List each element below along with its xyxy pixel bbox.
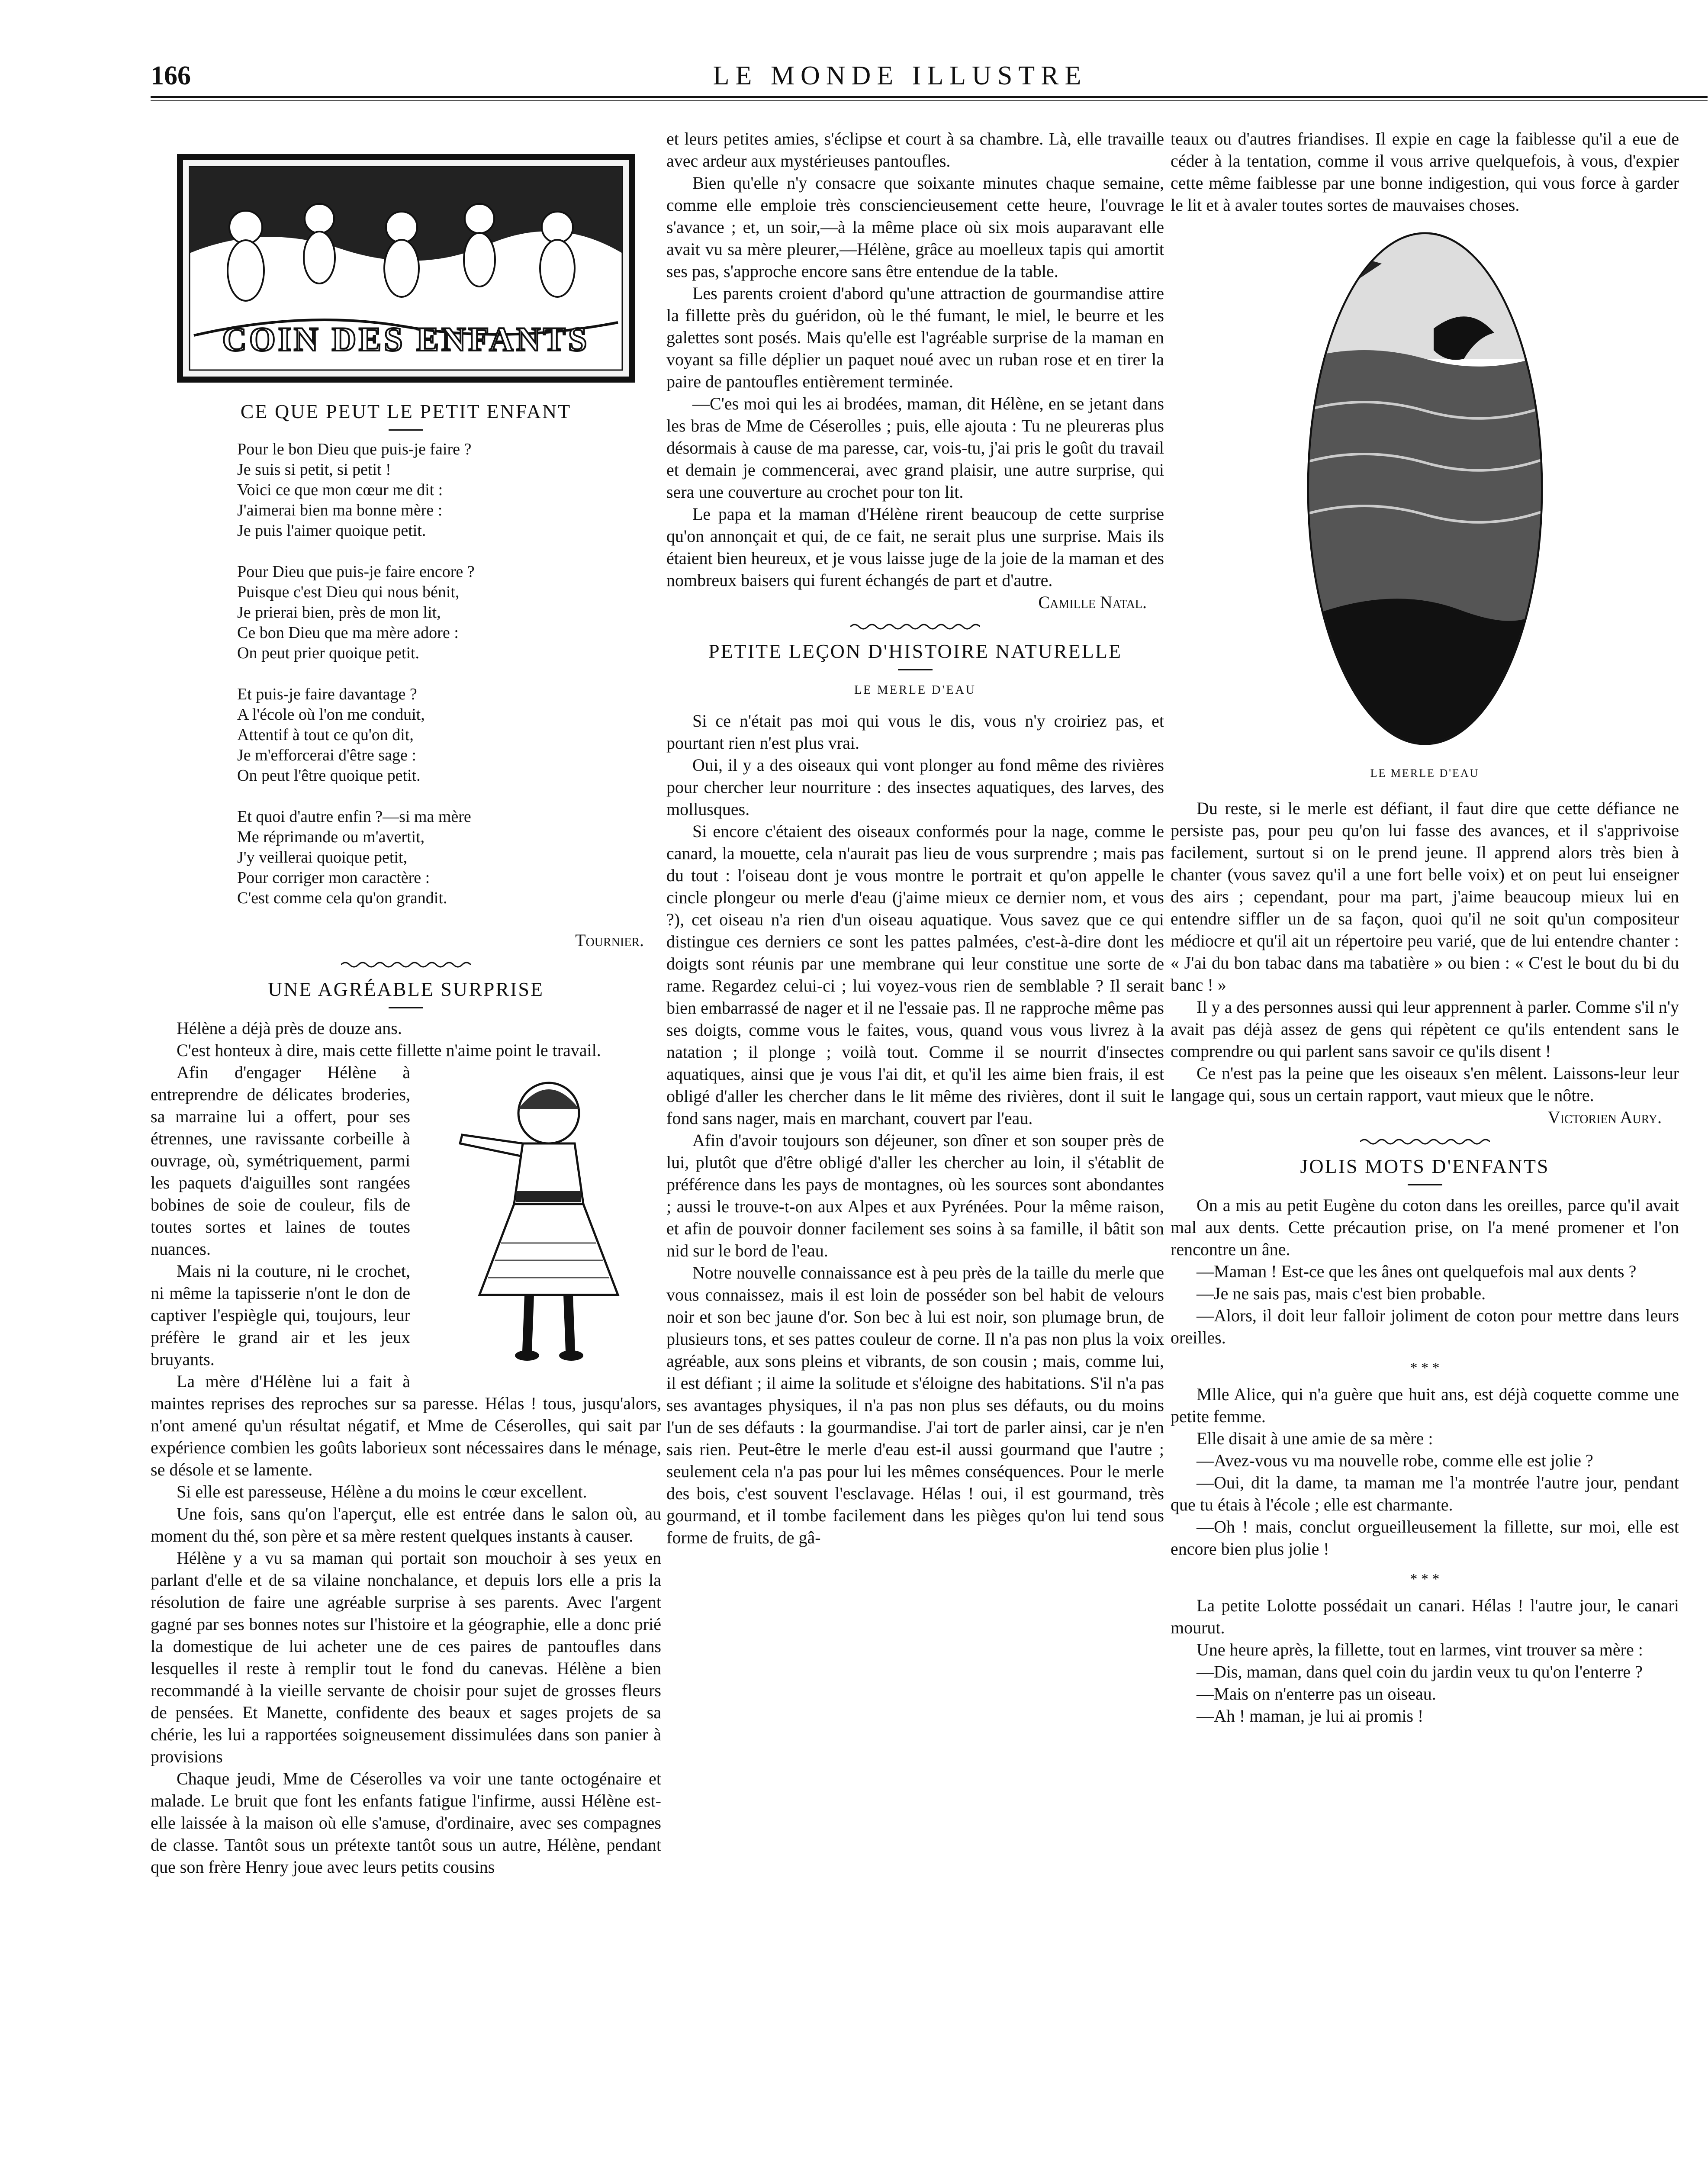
poem-stanza — [237, 684, 661, 786]
poem-line: On peut prier quoique petit. — [237, 644, 420, 662]
lesson-paragraph: Afin d'avoir toujours son déjeuner, son dîner et son souper près de lui, plutôt que d'être obligé d'aller les chercher au loin, il s'établit de préférence dans les pays de montagnes, où les sources sont abondantes ; aussi le trouve-t-on aux Alpes et aux Pyrénées. Pour la même raison, et afin de pouvoir donner facilement ses soins à sa famille, il bâtit son nid sur le bord de l'eau. — [666, 1130, 1164, 1260]
story-paragraph: Bien qu'elle n'y consacre que soixante minutes chaque semaine, comme elle emploie très consciencieusement cette heure, l'ouvrage s'avance ; et, un soir,—à la même place où six mois auparavant elle avait vu sa mère pleurer,—Hélène, grâce au moelleux tapis qui amortit ses pas, s'approche encore sans être entendue de la table. — [666, 173, 1164, 281]
lesson-paragraph: Ce n'est pas la peine que les oiseaux s'en mêlent. Laissons-leur leur langage qui, sous un certain rapport, vaut mieux que le nôtre. — [1171, 1063, 1679, 1105]
poem-line: Puisque c'est Dieu qui nous bénit, — [237, 583, 460, 601]
poem-stanza — [237, 807, 661, 908]
asterism: * * * — [1410, 1360, 1440, 1376]
column-3 — [1171, 128, 1679, 1727]
masthead-title: LE MONDE ILLUSTRE — [713, 61, 1087, 90]
coin-des-enfants-banner — [177, 154, 635, 383]
poem-line: Pour le bon Dieu que puis-je faire ? — [237, 440, 472, 458]
lesson-paragraph: teaux ou d'autres friandises. Il expie en cage la faiblesse qu'il a eue de céder à la tentation, comme il vous arrive quelquefois, à vous, d'expier cette même faiblesse par une bonne indigestion, qui vous force à garder le lit et à avaler toutes sortes de mauvaises choses. — [1171, 129, 1679, 215]
story-paragraph: et leurs petites amies, s'éclipse et court à sa chambre. Là, elle travaille avec ardeur aux mystérieuses pantoufles. — [666, 129, 1164, 171]
page-number: 166 — [151, 61, 191, 90]
story-paragraph: Hélène y a vu sa maman qui portait son mouchoir à ses yeux en parlant d'elle et de sa vilaine nonchalance, et depuis lors elle a pris la résolution de faire une agréable surprise à ses parents. Avec l'argent gagné par ses bonnes notes sur l'histoire et la géographie, elle a donc prié la domestique de lui acheter une de ces paires de pantoufles dans lesquelles il reste à remplir tout le fond du canevas. Hélène a bien recommandé à la vieille servante de choisir pour sujet de grosses fleurs de pensées. Et Manette, confidente des beaux et sages projets de sa chérie, les lui a rapportées soigneusement dissimulées dans son panier à provisions — [151, 1548, 661, 1766]
poem-line: On peut l'être quoique petit. — [237, 766, 421, 785]
anecdote-paragraph: —Maman ! Est-ce que les ânes ont quelquefois mal aux dents ? — [1197, 1262, 1637, 1281]
story-paragraph: La mère d'Hélène lui a fait à maintes reprises des reproches sur sa paresse. Hélas ! tous, jusqu'alors, n'ont amené qu'un résultat négatif, et Mme de Céserolles, qui sait par expérience combien les goûts laborieux sont nécessaires dans le ménage, se désole et se lamente. — [151, 1372, 661, 1479]
anecdote-paragraph: —Oh ! mais, conclut orgueilleusement la fillette, sur moi, elle est encore bien plus jolie ! — [1171, 1517, 1679, 1559]
poem-stanza — [237, 562, 661, 663]
poem-line: J'aimerai bien ma bonne mère : — [237, 501, 443, 519]
poem-line: Pour corriger mon caractère : — [237, 869, 430, 887]
poem-stanza — [237, 439, 661, 541]
anecdote-paragraph: —Je ne sais pas, mais c'est bien probable. — [1197, 1284, 1486, 1303]
poem-line: J'y veillerai quoique petit, — [237, 848, 408, 866]
lesson-author: Victorien Aury. — [1547, 1108, 1662, 1127]
poem-line: Ce bon Dieu que ma mère adore : — [237, 624, 459, 642]
title-rule — [898, 669, 933, 670]
story-author: Camille Natal. — [1038, 593, 1147, 612]
lesson-paragraph: Oui, il y a des oiseaux qui vont plonger au fond même des rivières pour chercher leur nourriture : des insectes aquatiques, des larves, des mollusques. — [666, 755, 1164, 819]
story-paragraph: Afin d'engager Hélène à entreprendre de délicates broderies, sa marraine lui a offert, pour ses étrennes, une ravissante corbeille à ouvrage, où, symétriquement, parmi les paquets d'aiguilles sont rangées bobines de soie de couleur, fils de toutes sortes et laines de toutes nuances. — [151, 1063, 410, 1259]
anecdote-paragraph: Mlle Alice, qui n'a guère que huit ans, est déjà coquette comme une petite femme. — [1171, 1385, 1679, 1426]
lesson-paragraph: Si ce n'était pas moi qui vous le dis, vous n'y croiriez pas, et pourtant rien n'est plus vrai. — [666, 711, 1164, 753]
anecdote-paragraph: —Avez-vous vu ma nouvelle robe, comme elle est jolie ? — [1197, 1451, 1593, 1470]
separator-ornament — [850, 622, 980, 631]
anecdote-paragraph: On a mis au petit Eugène du coton dans les oreilles, parce qu'il avait mal aux dents. Cette précaution prise, on l'a mené promener et l'on rencontre un âne. — [1171, 1195, 1679, 1259]
poem-line: A l'école où l'on me conduit, — [237, 705, 425, 724]
poem-line: Voici ce que mon cœur me dit : — [237, 481, 443, 499]
story-paragraph: —C'es moi qui les ai brodées, maman, dit Hélène, en se jetant dans les bras de Mme de Céserolles ; puis, elle ajouta : Tu ne pleureras plus désormais à cause de ma paresse, car, vois-tu, j'ai pris le goût du travail et demain je commencerai, avec grand plaisir, une autre surprise, qui sera une couverture au crochet pour ton lit. — [666, 394, 1164, 502]
story-paragraph: Les parents croient d'abord qu'une attraction de gourmandise attire la fillette près du guéridon, où le thé fumant, le miel, le beurre et les galettes sont posés. Mais qu'elle est l'agréable surprise de la maman en voyant sa fille déplier un paquet noué avec un ruban rose et en tirer la paire de pantoufles entièrement terminée. — [666, 283, 1164, 391]
title-rule — [389, 429, 423, 431]
lesson-subtitle: LE MERLE D'EAU — [854, 683, 976, 697]
poem-line: C'est comme cela qu'on grandit. — [237, 889, 447, 907]
title-rule — [1408, 1184, 1442, 1185]
header-rule — [151, 96, 1708, 98]
anecdote-paragraph: —Alors, il doit leur falloir joliment de coton pour mettre dans leurs oreilles. — [1171, 1306, 1679, 1347]
title-rule — [389, 1007, 423, 1008]
story-paragraph: Chaque jeudi, Mme de Céserolles va voir une tante octogénaire et malade. Le bruit que font les enfants fatigue l'infirme, aussi Hélène est-elle laissée à la maison où elle s'amuse, d'ordinaire, avec ses compagnes de classe. Tantôt sous un prétexte tantôt sous un autre, Hélène, pendant que son frère Henry joue avec leurs petits cousins — [151, 1769, 661, 1877]
story-title: UNE AGRÉABLE SURPRISE — [267, 978, 544, 1000]
poem — [151, 439, 661, 908]
story-paragraph: C'est honteux à dire, mais cette fillette n'aime point le travail. — [177, 1040, 601, 1060]
separator-ornament — [341, 960, 471, 969]
jolis-mots-title: JOLIS MOTS D'ENFANTS — [1300, 1155, 1550, 1177]
poem-author: Tournier. — [575, 931, 644, 950]
anecdote-paragraph: La petite Lolotte possédait un canari. Hélas ! l'autre jour, le canari mourut. — [1171, 1596, 1679, 1637]
anecdote-paragraph: Elle disait à une amie de sa mère : — [1197, 1429, 1433, 1448]
lesson-title: PETITE LEÇON D'HISTOIRE NATURELLE — [708, 640, 1123, 662]
banner-illustration — [177, 154, 635, 383]
banner-text: COIN DES ENFANTS — [222, 320, 590, 358]
asterism: * * * — [1410, 1571, 1440, 1587]
poem-line: Je suis si petit, si petit ! — [237, 460, 391, 479]
lesson-paragraph: Notre nouvelle connaissance est à peu près de la taille du merle que vous connaissez, mais il est loin de posséder son bel habit de velours noir et son bec jaune d'or. Son bec à lui est noir, son plumage brun, de plusieurs tons, et ses pattes couleur de corne. Il n'a pas non plus la voix agréable, aux sons pleins et vibrants, de son cousin ; mais, comme lui, il est défiant ; il aime la solitude et s'éloigne des habitations. S'il n'a pas ses avantages physiques, il n'a pas non plus ses défauts, ou du moins l'un de ses défauts : la gourmandise. J'ai tort de parler ainsi, car je n'en sais rien. Peut-être le merle d'eau est-il aussi gourmand que l'autre ; seulement cela n'a pas pour lui les mêmes conséquences. Pour le merle des bois, c'est souvent l'esclavage. Hélas ! oui, il est gourmand, très gourmand, et il tombe facilement dans les pièges qu'on lui tend sous forme de fruits, de gâ- — [666, 1263, 1164, 1547]
poem-line: Et puis-je faire davantage ? — [237, 685, 417, 703]
poem-line: Pour Dieu que puis-je faire encore ? — [237, 563, 475, 581]
merle-illustration — [1304, 229, 1546, 762]
anecdote-paragraph: —Dis, maman, dans quel coin du jardin veux tu qu'on l'enterre ? — [1197, 1662, 1643, 1681]
poem-line: Je puis l'aimer quoique petit. — [237, 522, 426, 540]
header-rule-thin — [151, 100, 1708, 101]
anecdote-paragraph: —Mais on n'enterre pas un oiseau. — [1197, 1684, 1436, 1704]
story-paragraph: Mais ni la couture, ni le crochet, ni même la tapisserie n'ont le don de captiver l'espiègle qui, toujours, leur préfère le grand air et les jeux bruyants. — [151, 1261, 410, 1369]
poem-line: Me réprimande ou m'avertit, — [237, 828, 425, 846]
poem-line: Je prierai bien, près de mon lit, — [237, 603, 441, 622]
girl-illustration — [419, 1061, 661, 1373]
column-2 — [666, 128, 1164, 1549]
anecdote-paragraph: —Ah ! maman, je lui ai promis ! — [1197, 1706, 1424, 1726]
lesson-paragraph: Du reste, si le merle est défiant, il faut dire que cette défiance ne persiste pas, pour peu qu'on lui fasse des avances, et il s'apprivoise facilement, surtout si on le prend jeune. Il apprend alors très bien à chanter (vous savez qu'il a une fort belle voix) et on peut lui enseigner des airs ; cependant, pour ma part, j'aime beaucoup mieux lui en entendre siffler un de sa façon, quoi qu'il ne soit qu'un compositeur médiocre et qu'il ait un répertoire peu varié, que de lui entendre chanter : « J'ai du bon tabac dans ma tabatière » ou bien : « C'est le bout du bi du banc ! » — [1171, 799, 1679, 995]
poem-line: Je m'efforcerai d'être sage : — [237, 746, 416, 764]
anecdote-paragraph: —Oui, dit la dame, ta maman me l'a montrée l'autre jour, pendant que tu étais à l'école ; elle est charmante. — [1171, 1473, 1679, 1514]
separator-ornament — [1360, 1137, 1490, 1146]
anecdote-paragraph: Une heure après, la fillette, tout en larmes, vint trouver sa mère : — [1197, 1640, 1643, 1659]
column-1 — [151, 128, 661, 1878]
story-body — [151, 1017, 661, 1878]
poem-title: CE QUE PEUT LE PETIT ENFANT — [240, 400, 572, 422]
lesson-paragraph: Il y a des personnes aussi qui leur apprennent à parler. Comme s'il n'y avait pas déjà assez de gens qui répètent ce qu'ils entendent sans le comprendre ou qui parlent sans savoir ce qu'ils disent ! — [1171, 997, 1679, 1061]
story-paragraph: Le papa et la maman d'Hélène rirent beaucoup de cette surprise qu'on annonçait et qui, de ce fait, ne serait plus une surprise. Mais ils étaient bien heureux, et je vous laisse juge de la joie de la maman et des nombreux baisers qui furent échangés de part et d'autre. — [666, 504, 1164, 590]
story-paragraph: Si elle est paresseuse, Hélène a du moins le cœur excellent. — [177, 1482, 587, 1501]
poem-line: Et quoi d'autre enfin ?—si ma mère — [237, 808, 471, 826]
lesson-paragraph: Si encore c'étaient des oiseaux conformés pour la nage, comme le canard, la mouette, cela n'aurait pas lieu de vous surprendre ; mais pas du tout : l'oiseau dont je vous montre le portrait et qu'on appelle le cincle plongeur ou merle d'eau (j'aime mieux ce dernier nom, et vous ?), cet oiseau n'a rien d'un oiseau aquatique. Vous savez que ce qui distingue ces derniers ce sont les pattes palmées, c'est-à-dire dont les doigts sont réunis par une membrane qui leur constitue une sorte de rame. Regardez celui-ci ; lui voyez-vous rien de semblable ? Il serait bien embarrassé de nager et il ne l'essaie pas. Il ne rapproche même pas ses doigts, comme vous le faites, vous, quand vous vous livrez à la natation ; il plonge ; voilà tout. Comme il se nourrit d'insectes aquatiques, ainsi que je vous l'ai dit, et qu'il les aime bien frais, il est obligé d'aller les chercher dans le lit même des rivières, dont il suit le fond sans nager, mais en marchant, couvert par l'eau. — [666, 821, 1164, 1128]
story-paragraph: Une fois, sans qu'on l'aperçut, elle est entrée dans le salon où, au moment du thé, son père et sa mère restent quelques instants à causer. — [151, 1504, 661, 1546]
poem-line: Attentif à tout ce qu'on dit, — [237, 726, 414, 744]
story-paragraph: Hélène a déjà près de douze ans. — [177, 1018, 402, 1038]
figure-caption: LE MERLE D'EAU — [1370, 767, 1480, 779]
